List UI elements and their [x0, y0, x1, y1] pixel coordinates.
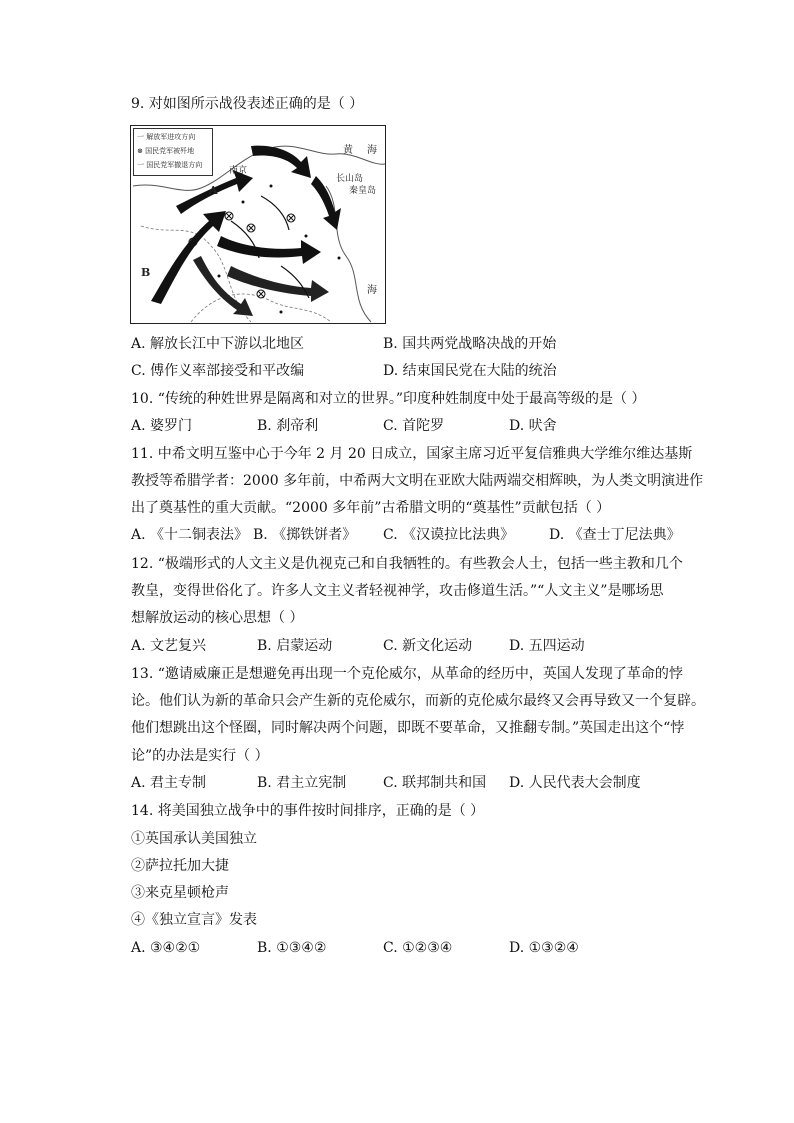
q13-line-1: 13. “邀请威廉正是想避免再出现一个克伦威尔，从革命的经历中，英国人发现了革命的悖 — [131, 666, 683, 682]
q9-option-d: D. 结束国民党在大陆的统治 — [383, 363, 557, 379]
q14-option-b: B. ①③④② — [257, 940, 327, 956]
map-label-qinhuangdao: 秦皇岛 — [349, 186, 377, 196]
q13-line-3: 他们想跳出这个怪圈，同时解决两个问题，即既不要革命，又推翻专制。”英国走出这个“悖 — [131, 720, 685, 736]
q10-option-c: C. 首陀罗 — [383, 418, 445, 434]
q11-line-3: 出了奠基性的重大贡献。“2000 多年前”古希腊文明的“奠基性”贡献包括（ ） — [131, 500, 611, 516]
map-label-island: 长山岛 — [336, 174, 364, 184]
q10-stem: 10. “传统的种姓世界是隔离和对立的世界。”印度种姓制度中处于最高等级的是（ ） — [131, 391, 646, 407]
q10-option-d: D. 吠舍 — [509, 418, 557, 434]
q11-option-b: B. 《掷铁饼者》 — [253, 527, 357, 543]
map-label-b: B — [141, 266, 151, 279]
battle-map — [130, 125, 386, 324]
q14-item-3: ③来克星顿枪声 — [131, 885, 229, 901]
q11-option-a: A. 《十二铜表法》 — [131, 527, 249, 543]
q13-option-b: B. 君主立宪制 — [257, 775, 347, 791]
q10-option-a: A. 婆罗门 — [131, 418, 193, 434]
q9-option-c: C. 傅作义率部接受和平改编 — [131, 363, 305, 379]
q11-line-2: 教授等希腊学者：2000 多年前，中希两大文明在亚欧大陆两端交相辉映，为人类文明演进作 — [131, 473, 704, 489]
legend-item-retreat: 一 国民党军撤退方向 — [137, 161, 203, 169]
q14-option-a: A. ③④②① — [131, 940, 201, 956]
map-label-hai-bottom: 海 — [367, 285, 377, 296]
map-label-nanjing: 南京 — [229, 166, 248, 176]
q10-option-b: B. 刹帝利 — [257, 418, 319, 434]
map-legend — [133, 128, 213, 176]
q12-line-3: 想解放运动的核心思想（ ） — [131, 610, 304, 626]
q12-line-1: 12. “极端形式的人文主义是仇视克己和自我牺牲的。有些教会人士，包括一些主教和几个 — [131, 556, 683, 572]
q13-line-4: 论”的办法是实行（ ） — [131, 748, 269, 764]
q12-option-a: A. 文艺复兴 — [131, 638, 207, 654]
q9-stem: 9. 对如图所示战役表述正确的是（ ） — [131, 96, 364, 112]
legend-item-annihilated: ⊗ 国民党军被歼地 — [137, 147, 195, 155]
q12-option-b: B. 启蒙运动 — [257, 638, 333, 654]
q11-line-1: 11. 中希文明互鉴中心于今年 2 月 20 日成立，国家主席习近平复信雅典大学维尔维达基斯 — [131, 446, 693, 462]
q14-item-1: ①英国承认美国独立 — [131, 831, 257, 847]
q14-option-d: D. ①③②④ — [509, 940, 579, 956]
q9-option-b: B. 国共两党战略决战的开始 — [383, 336, 557, 352]
map-label-hai-top: 海 — [367, 145, 377, 156]
q13-option-d: D. 人民代表大会制度 — [509, 775, 641, 791]
q9-option-a: A. 解放长江中下游以北地区 — [131, 336, 305, 352]
q13-option-c: C. 联邦制共和国 — [383, 775, 487, 791]
q12-line-2: 教皇，变得世俗化了。许多人文主义者轻视神学，攻击修道生活。”“人文主义”是哪场思 — [131, 583, 664, 599]
legend-item-attack: 一 解放军进攻方向 — [137, 133, 196, 141]
map-label-a: A — [209, 184, 218, 197]
q14-item-2: ②萨拉托加大捷 — [131, 858, 229, 874]
q14-option-c: C. ①②③④ — [383, 940, 453, 956]
q12-option-c: C. 新文化运动 — [383, 638, 473, 654]
q14-stem: 14. 将美国独立战争中的事件按时间排序，正确的是（ ） — [131, 803, 485, 819]
q13-option-a: A. 君主专制 — [131, 775, 207, 791]
map-label-huang: 黄 — [343, 145, 353, 156]
q12-option-d: D. 五四运动 — [509, 638, 585, 654]
q13-line-2: 论。他们认为新的革命只会产生新的克伦威尔，而新的克伦威尔最终又会再导致又一个复辟。 — [131, 693, 705, 709]
q14-item-4: ④《独立宣言》发表 — [131, 912, 257, 928]
q11-option-c: C. 《汉谟拉比法典》 — [383, 527, 515, 543]
q11-option-d: D. 《查士丁尼法典》 — [549, 527, 681, 543]
